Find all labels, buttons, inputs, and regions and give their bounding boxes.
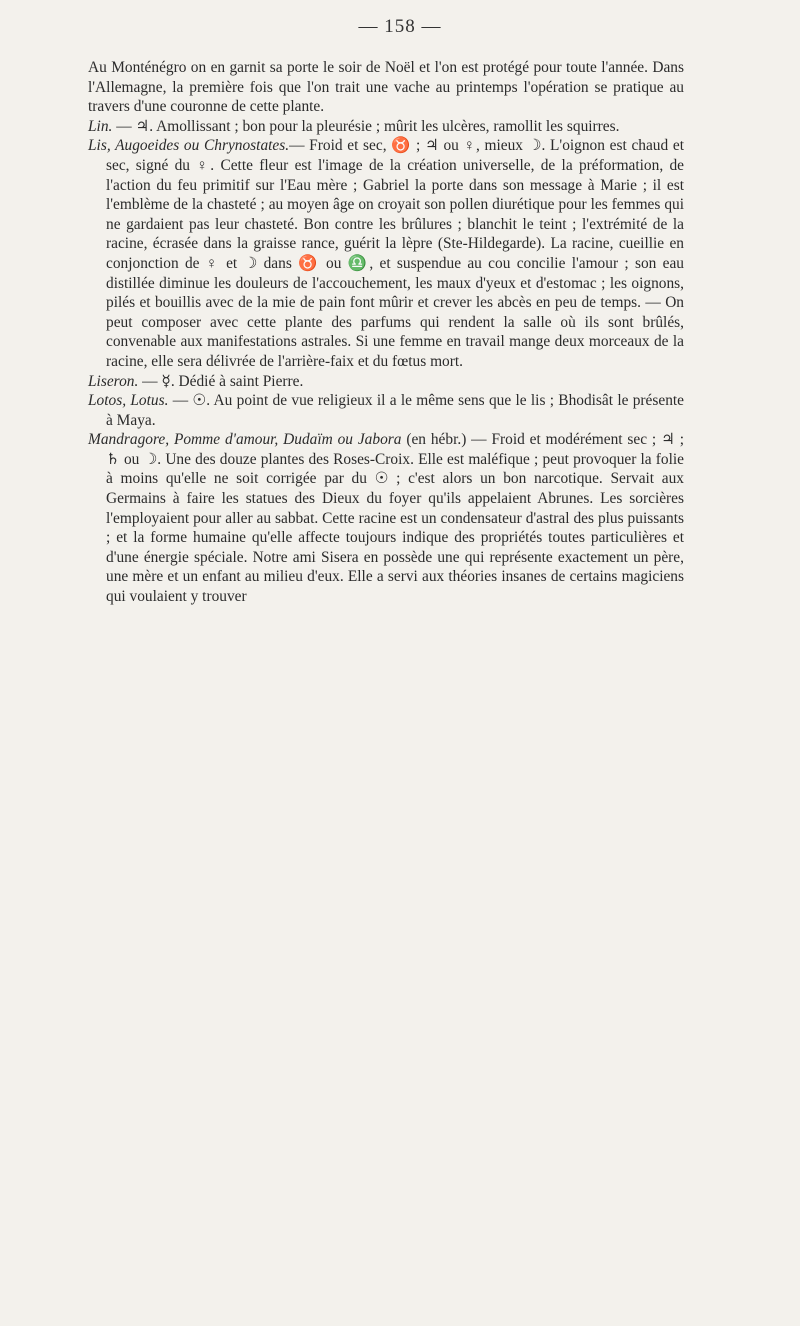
entry-text: (en hébr.) — Froid et modérément sec ; ♃ ; ♄ ou ☽. Une des douze plantes des Roses-Croix. Elle est maléfique ; peut provoquer la folie à moins qu'elle ne soit corrigée par du ☉ ; c'est alors un bon narcotique. Servait aux Germains à faire les statues des Dieux du foyer qu'ils appelaient Abrunes. Les sorcières l'employaient pour aller au sabbat. Cette racine est un condensateur d'astral des plus puissants ; et la forme humaine qu'elle affecte toujours indique des propriétés toutes particulières et d'une énergie spéciale. Notre ami Sisera en possède une qui représente exactement un père, une mère et un enfant au milieu d'eux. Elle a servi aux théories insanes de certains magiciens qui voulaient y trouver bbox=[106, 431, 685, 606]
entry-lin bbox=[88, 117, 684, 137]
entry-text: — ☉. Au point de vue religieux il a le même sens que le lis ; Bhodisât le présente à Maya. bbox=[106, 392, 684, 429]
entry-term: Lin. bbox=[88, 117, 113, 135]
page-body bbox=[88, 58, 684, 607]
entry-term: Lis, Augoeides ou Chrynostates. bbox=[88, 137, 290, 155]
paragraph-text: Au Monténégro on en garnit sa porte le soir de Noël et l'on est protégé pour toute l'année. Dans l'Allemagne, la première fois que l'on trait une vache au printemps l'opération se pratique au travers d'une couronne de cette plante. bbox=[88, 59, 684, 116]
entry-text: — ☿. Dédié à saint Pierre. bbox=[138, 372, 304, 390]
page-number: — 158 — bbox=[358, 16, 442, 37]
entry-text: — Froid et sec, ♉ ; ♃ ou ♀, mieux ☽. L'oignon est chaud et sec, signé du ♀. Cette fleur est l'image de la création universelle, de la préformation, de l'action du feu primitif sur l'Eau mère ; Gabriel la porte dans son message à Marie ; il est l'emblème de la chasteté ; au moyen âge on croyait son pollen diurétique pour les femmes qui ne gardaient pas leur chasteté. Bon contre les brûlures ; blanchit le teint ; l'extrémité de la racine, écrasée dans la graisse rance, guérit la lèpre (Ste-Hildegarde). La racine, cueillie en conjonction de ♀ et ☽ dans ♉ ou ♎, et suspendue au cou concilie l'amour ; son eau distillée diminue les douleurs de l'accouchement, les maux d'yeux et d'estomac ; les oignons, pilés et bouillis avec de la mie de pain font mûrir et crever les abcès en peu de temps. — On peut composer avec cette plante des parfums qui rendent la salle où ils sont brûlés, convenable aux manifestations astrales. Si une femme en travail mange deux morceaux de la racine, elle sera délivrée de l'arrière-faix et du fœtus mort. bbox=[106, 137, 685, 370]
entry-lotus bbox=[88, 391, 684, 430]
entry-term: Mandragore, Pomme d'amour, Dudaïm ou Jabora bbox=[88, 431, 402, 449]
entry-text: — ♃. Amollissant ; bon pour la pleurésie ; mûrit les ulcères, ramollit les squirres. bbox=[112, 117, 620, 135]
entry-mandragore bbox=[88, 430, 684, 606]
entry-term: Liseron. bbox=[88, 372, 139, 390]
paragraph-monténégro bbox=[88, 58, 684, 117]
entry-term: Lotos, Lotus. bbox=[88, 392, 169, 410]
entry-lis bbox=[88, 136, 684, 371]
entry-liseron bbox=[88, 372, 684, 392]
